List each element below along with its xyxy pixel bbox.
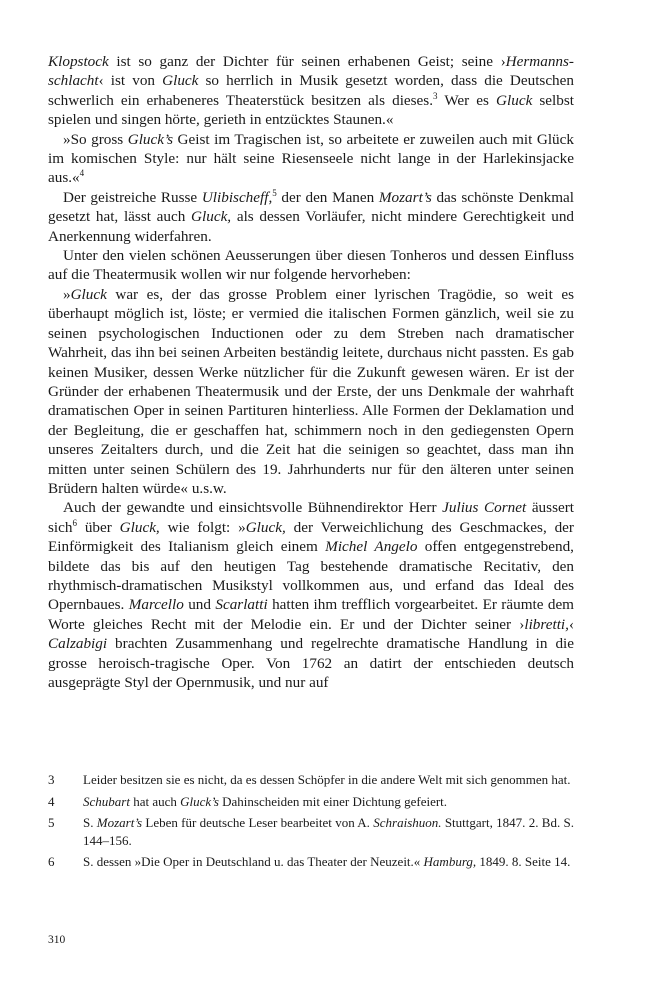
page-number: 310 <box>48 934 66 946</box>
title-hermannsschlacht: Hermanns-schlacht <box>48 53 574 90</box>
footnote-5 <box>48 814 574 849</box>
name-scarlatti: Scarlatti <box>215 596 268 614</box>
footnote-ref-6: 6 <box>72 517 77 528</box>
body-text <box>48 52 574 692</box>
name-gluck: Gluck, <box>191 208 232 226</box>
name-gluck: Gluck, <box>119 518 160 536</box>
footnote-ref-3: 3 <box>433 90 438 101</box>
footnote-ref-4: 4 <box>79 168 85 179</box>
name-marcello: Marcello <box>128 596 184 614</box>
footnote-number: 6 <box>48 854 55 869</box>
name-mozarts: Mozart’s <box>378 188 432 206</box>
name-gluck: Gluck <box>70 285 107 303</box>
footnote-number: 5 <box>48 815 55 830</box>
name-gluck: Gluck <box>496 91 533 109</box>
name-gluck: Gluck <box>162 72 199 90</box>
paragraph-3: Der geistreiche Russe Ulibischeff,$^5$ der den Manen Mozart’s das schönste Denkmal gesetzt hat, lässt auch Gluck, als dessen Vorläufer, nicht mindere Gerechtigkeit und Anerkennung widerfahren. <box>48 187 575 245</box>
footnote-text: Schubart hat auch Gluck’s Dahinscheiden mit einer Dichtung gefeiert. <box>83 793 448 809</box>
paragraph-2: »So gross Gluck’s Geist im Tragischen ist, so arbeitete er zuweilen auch mit Glück im komischen Style: nur hält seine Riesenseele nicht lange in der Harlekinsjacke aus.«$^4$ <box>48 130 574 187</box>
paragraph-4: Unter den vielen schönen Aeusserungen über diesen Tonheros und dessen Einfluss auf die Theatermusik wollen wir nur folgende hervorheben: <box>48 247 574 284</box>
footnotes <box>48 771 574 875</box>
footnote-3 <box>48 771 574 789</box>
name-klopstock: Klopstock <box>48 53 109 70</box>
paragraph-6: Auch der gewandte und einsichtsvolle Bühnendirektor Herr Julius Cornet äussert sich$^6$ über Gluck, wie folgt: »Gluck, der Verweichlichung des Geschmackes, der Einförmigkeit des Italianism gleich einem Michel Angelo offen entgegenstrebend, bildete das bis auf den heutigen Tag bestehende dramatische Recitativ, den rhythmisch-dramatischen Musikstyl vollkommen aus, und erfand das Ideal des Opernbaues. Marcello und Scarlatti hatten ihm trefflich vorgearbeitet. Er räumte dem Worte gleiches Recht mit der Melodie ein. Er und der Dichter seiner ›libretti,‹ Calzabigi brachten Zusammenhang und regelrechte dramatische Handlung in die grosse heroisch-tragische Oper. Von 1762 an datirt der entschieden deutsch ausgeprägte Styl der Opernmusik, und nur auf <box>48 499 574 691</box>
footnote-text: Leider besitzen sie es nicht, da es dessen Schöpfer in die andere Welt mit sich genommen hat. <box>83 772 571 787</box>
name-glucks: Gluck’s <box>127 130 174 148</box>
name-michel-angelo: Michel Angelo <box>325 538 418 556</box>
paragraph-5: »Gluck war es, der das grosse Problem einer lyrischen Tragödie, so weit es überhaupt möglich ist, löste; er vermied die italischen Formen gänzlich, weil sie zu seinen psychologischen Inductionen oder zu dem Streben nach dramatischer Wahrheit, das ihn bei seinen Arbeiten beständig leitete, durchaus nicht passten. Es gab keinen Musiker, dessen Werke nützlicher für die Zukunft gewesen wären. Er ist der Gründer der erhabenen Theatermusik und der Erste, der uns Denkmale der wahrhaft dramatischen Oper in seinen Partituren hinterliess. Alle Formen der Deklamation und der Begleitung, die er geschaffen hat, schimmern noch in den gediegensten Opern unseres Zeitalters durch, und die Zeit hat die seinigen so geachtet, dass man ihn mitten unter seinen Schülern des 19. Jahrhunderts nur für den älteren unter seinen Brüdern halten würde« u.s.w. <box>48 285 574 497</box>
term-libretti: libretti, <box>524 615 569 633</box>
name-gluck: Gluck, <box>245 518 286 536</box>
name-calzabigi: Calzabigi <box>48 635 108 653</box>
paragraph-1: Klopstock ist so ganz der Dichter für seinen erhabenen Geist; seine ›Hermanns-schlacht‹ ist von Gluck so herrlich in Musik gesetzt worden, dass die Deutschen schwerlich ein erhabeneres Theaterstück besitzen als dieses.$^3$ Wer es Gluck selbst spielen und singen hörte, gerieth in entzücktes Staunen.« <box>48 53 574 129</box>
name-ulibischeff: Ulibischeff, <box>201 188 273 206</box>
footnote-number: 3 <box>48 772 55 787</box>
name-julius-cornet: Julius Cornet <box>442 499 527 517</box>
footnote-text: S. dessen »Die Oper in Deutschland u. das Theater der Neuzeit.« Hamburg, 1849. 8. Seite 14. <box>83 854 571 869</box>
footnote-4 <box>48 793 574 811</box>
footnote-ref-5: 5 <box>272 187 277 198</box>
footnote-number: 4 <box>48 793 55 809</box>
footnote-6 <box>48 853 574 871</box>
footnote-text: S. Mozart’s Leben für deutsche Leser bearbeitet von A. Schraishuon. Stuttgart, 1847. 2. Bd. S. 144–156. <box>83 815 574 848</box>
